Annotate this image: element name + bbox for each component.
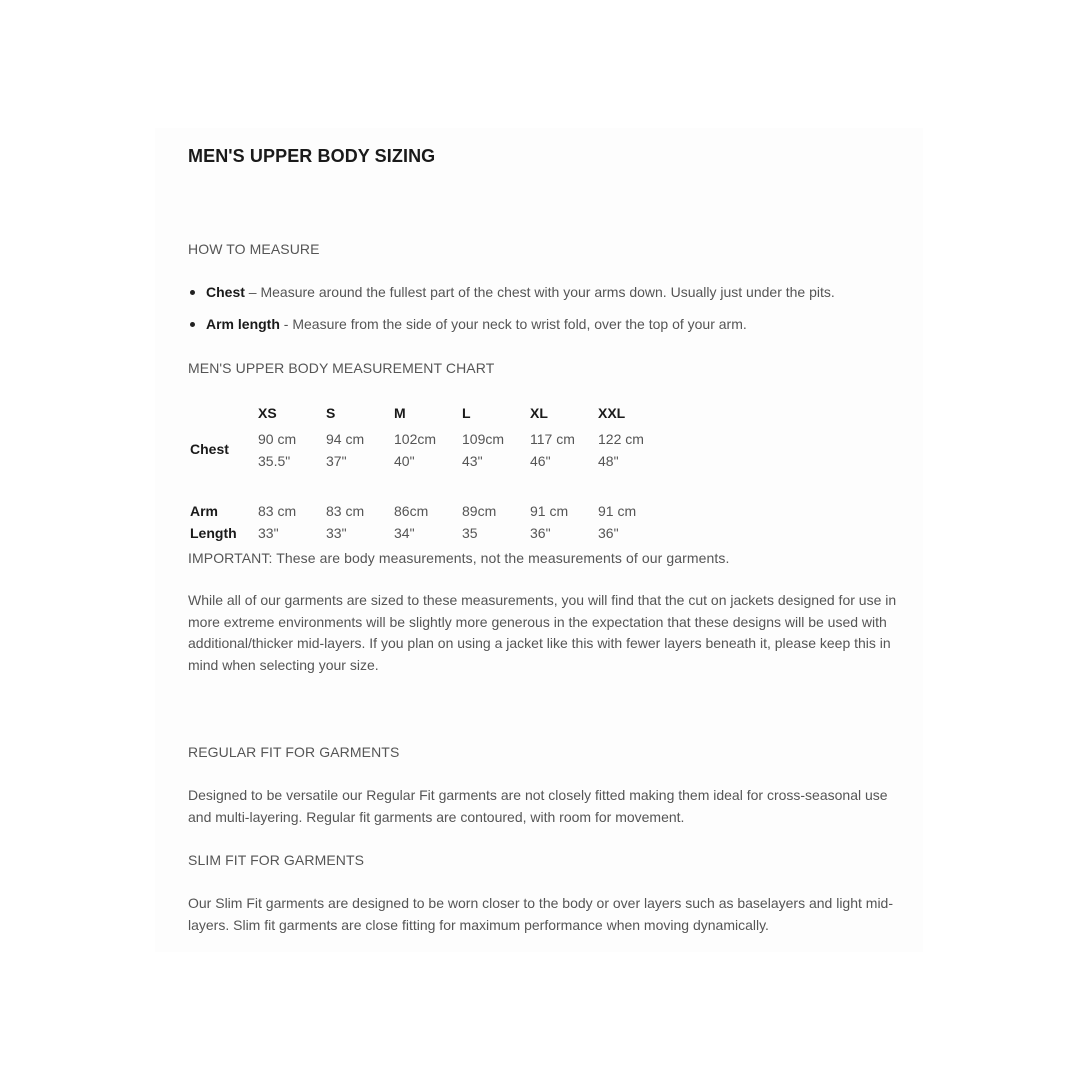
arm-inch-cell: 33" (326, 525, 347, 541)
chest-inch-cell: 48" (598, 453, 619, 469)
list-item-arm-length (190, 316, 747, 332)
arm-inch-cell: 35 (462, 525, 478, 541)
chest-cm-cell: 109cm (462, 431, 505, 447)
arm-cm-cell: 91 cm (598, 503, 637, 519)
slim-fit-heading: SLIM FIT FOR GARMENTS (188, 852, 365, 868)
chest-cm-cell: 94 cm (326, 431, 365, 447)
page-title: MEN'S UPPER BODY SIZING (188, 146, 436, 166)
arm-inch-cell: 36" (530, 525, 551, 541)
measurement-chart-heading: MEN'S UPPER BODY MEASUREMENT CHART (188, 360, 495, 376)
arm-cm-cell: 91 cm (530, 503, 569, 519)
chest-cm-cell: 102cm (394, 431, 437, 447)
regular-fit-heading: REGULAR FIT FOR GARMENTS (188, 744, 400, 760)
arm-length-row-label-line2: Length (190, 525, 237, 541)
chest-inch-cell: 43" (462, 453, 483, 469)
size-header-s: S (326, 405, 336, 421)
size-header-m: M (394, 405, 406, 421)
bullet-icon (190, 290, 195, 295)
bullet-icon (190, 322, 195, 327)
arm-cm-cell: 89cm (462, 503, 497, 519)
chest-inch-cell: 46" (530, 453, 551, 469)
chest-inch-cell: 40" (394, 453, 415, 469)
arm-length-description: Measure from the side of your neck to wrist fold, over the top of your arm. (292, 316, 747, 332)
list-item-chest (190, 284, 835, 300)
arm-cm-cell: 83 cm (258, 503, 297, 519)
chest-cm-cell: 90 cm (258, 431, 297, 447)
regular-fit-text: Designed to be versatile our Regular Fit garments are not closely fitted making them ideal for cross-seasonal use and multi-layering. Regular fit garments are contoured, with room for movement. (188, 787, 888, 825)
chest-row-label: Chest (190, 441, 229, 457)
chest-inch-cell: 37" (326, 453, 347, 469)
chest-separator: – (244, 284, 261, 300)
arm-inch-cell: 36" (598, 525, 619, 541)
chest-inch-cell: 35.5" (258, 453, 291, 469)
arm-cm-cell: 83 cm (326, 503, 365, 519)
garments-note: While all of our garments are sized to these measurements, you will find that the cut on jackets designed for use in more extreme environments will be slightly more generous in the expectation that these designs will be used with additional/thicker mid-layers. If you plan on using a jacket like this with fewer layers beneath it, please keep this in mind when selecting your size. (188, 592, 897, 673)
important-note: IMPORTANT: These are body measurements, not the measurements of our garments. (188, 550, 730, 566)
how-to-measure-heading: HOW TO MEASURE (188, 241, 320, 257)
arm-length-separator: - (279, 316, 293, 332)
size-header-xxl: XXL (598, 405, 626, 421)
arm-length-row-label-line1: Arm (190, 503, 219, 519)
chest-cm-cell: 122 cm (598, 431, 644, 447)
size-header-l: L (462, 405, 471, 421)
size-header-xl: XL (530, 405, 548, 421)
chest-term: Chest (206, 284, 245, 300)
slim-fit-text: Our Slim Fit garments are designed to be worn closer to the body or over layers such as baselayers and light mid-layers. Slim fit garments are close fitting for maximum performance when moving dynamically. (188, 895, 893, 933)
arm-length-term: Arm length (206, 316, 280, 332)
arm-inch-cell: 34" (394, 525, 415, 541)
chest-cm-cell: 117 cm (530, 431, 575, 447)
size-header-xs: XS (258, 405, 277, 421)
arm-inch-cell: 33" (258, 525, 279, 541)
arm-cm-cell: 86cm (394, 503, 429, 519)
chest-description: Measure around the fullest part of the chest with your arms down. Usually just under the pits. (260, 284, 835, 300)
